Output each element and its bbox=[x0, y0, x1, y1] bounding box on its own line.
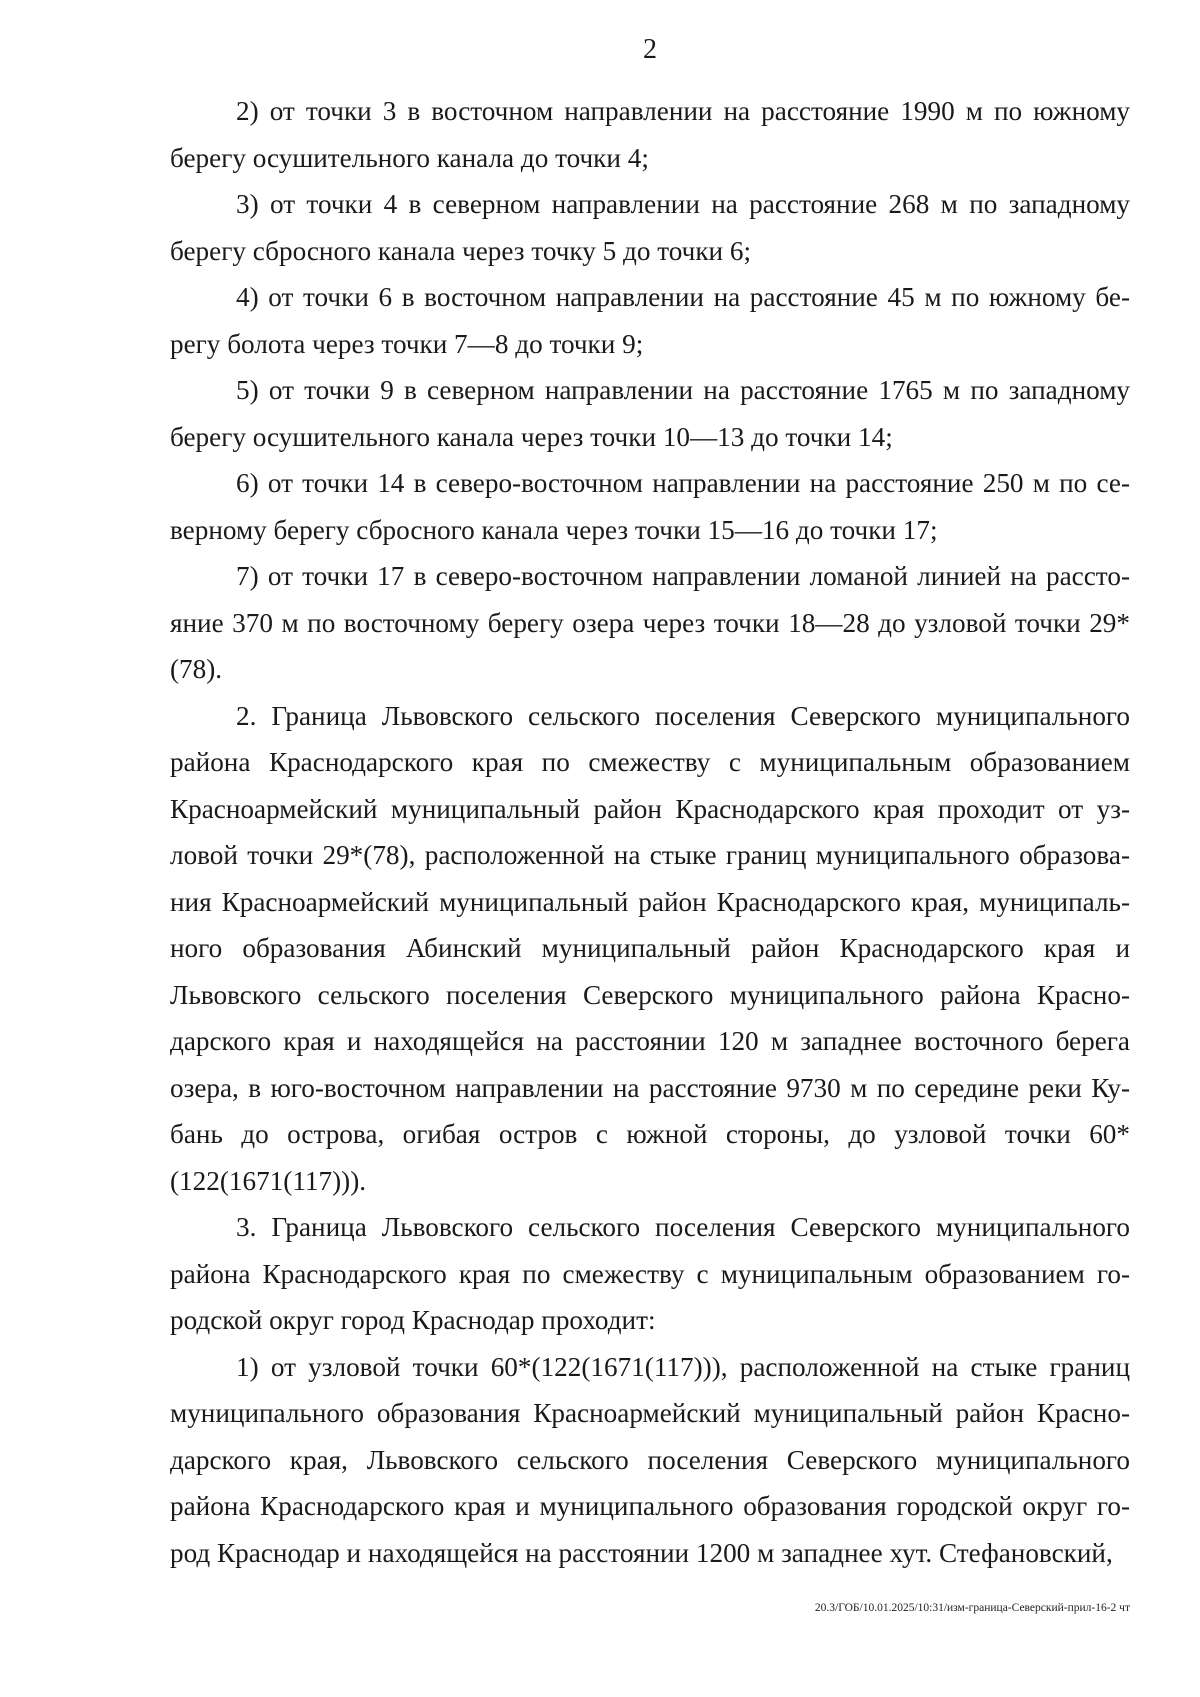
paragraph-item-3: 3) от точки 4 в северном направлении на расстояние 268 м по западному берегу сбросного канала через точку 5 до точки 6; bbox=[170, 189, 1130, 266]
document-body bbox=[170, 88, 1130, 1576]
paragraph-item-2: 2) от точки 3 в восточном направлении на расстояние 1990 м по южному берегу осушительного канала до точки 4; bbox=[170, 96, 1130, 173]
page-number: 2 bbox=[643, 34, 657, 65]
paragraph-section-2: 2. Граница Львовского сельского поселения Северского муниципального района Краснодарского края по смежеству с муниципальным образованием Красноармейский муниципальный район Краснодарского края проходит от узловой точки 29*(78), расположенной на стыке границ муниципального образования Красноармейский муниципальный район Краснодарского края, муниципального образования Абинский муниципальный район Краснодарского края и Львовского сельского поселения Северского муниципального района Краснодарского края и находящейся на расстоянии 120 м западнее восточного берега озера, в юго-восточном направлении на расстояние 9730 м по середине реки Кубань до острова, огибая остров с южной стороны, до узловой точки 60*(122(1671(117))). bbox=[170, 700, 1130, 1196]
paragraph-item-7: 7) от точки 17 в северо-восточном направлении ломаной линией на расстояние 370 м по восточному берегу озера через точки 18—28 до узловой точки 29*(78). bbox=[170, 561, 1130, 684]
document-footer-code: 20.3/ГОБ/10.01.2025/10:31/изм-граница-Северский-прил-16-2 чт bbox=[814, 1602, 1130, 1614]
paragraph-section-3: 3. Граница Львовского сельского поселения Северского муниципального района Краснодарского края по смежеству с муниципальным образованием городской округ город Краснодар проходит: bbox=[170, 1212, 1130, 1335]
paragraph-item-6: 6) от точки 14 в северо-восточном направлении на расстояние 250 м по северному берегу сбросного канала через точки 15—16 до точки 17; bbox=[170, 468, 1130, 545]
paragraph-item-4: 4) от точки 6 в восточном направлении на расстояние 45 м по южному берегу болота через точки 7—8 до точки 9; bbox=[170, 282, 1130, 359]
paragraph-item-1: 1) от узловой точки 60*(122(1671(117))), расположенной на стыке границ муниципального образования Красноармейский муниципальный район Краснодарского края, Львовского сельского поселения Северского муниципального района Краснодарского края и муниципального образования городской округ город Краснодар и находящейся на расстоянии 1200 м западнее хут. Стефановский, bbox=[170, 1351, 1130, 1568]
paragraph-item-5: 5) от точки 9 в северном направлении на расстояние 1765 м по западному берегу осушительного канала через точки 10—13 до точки 14; bbox=[170, 375, 1130, 452]
